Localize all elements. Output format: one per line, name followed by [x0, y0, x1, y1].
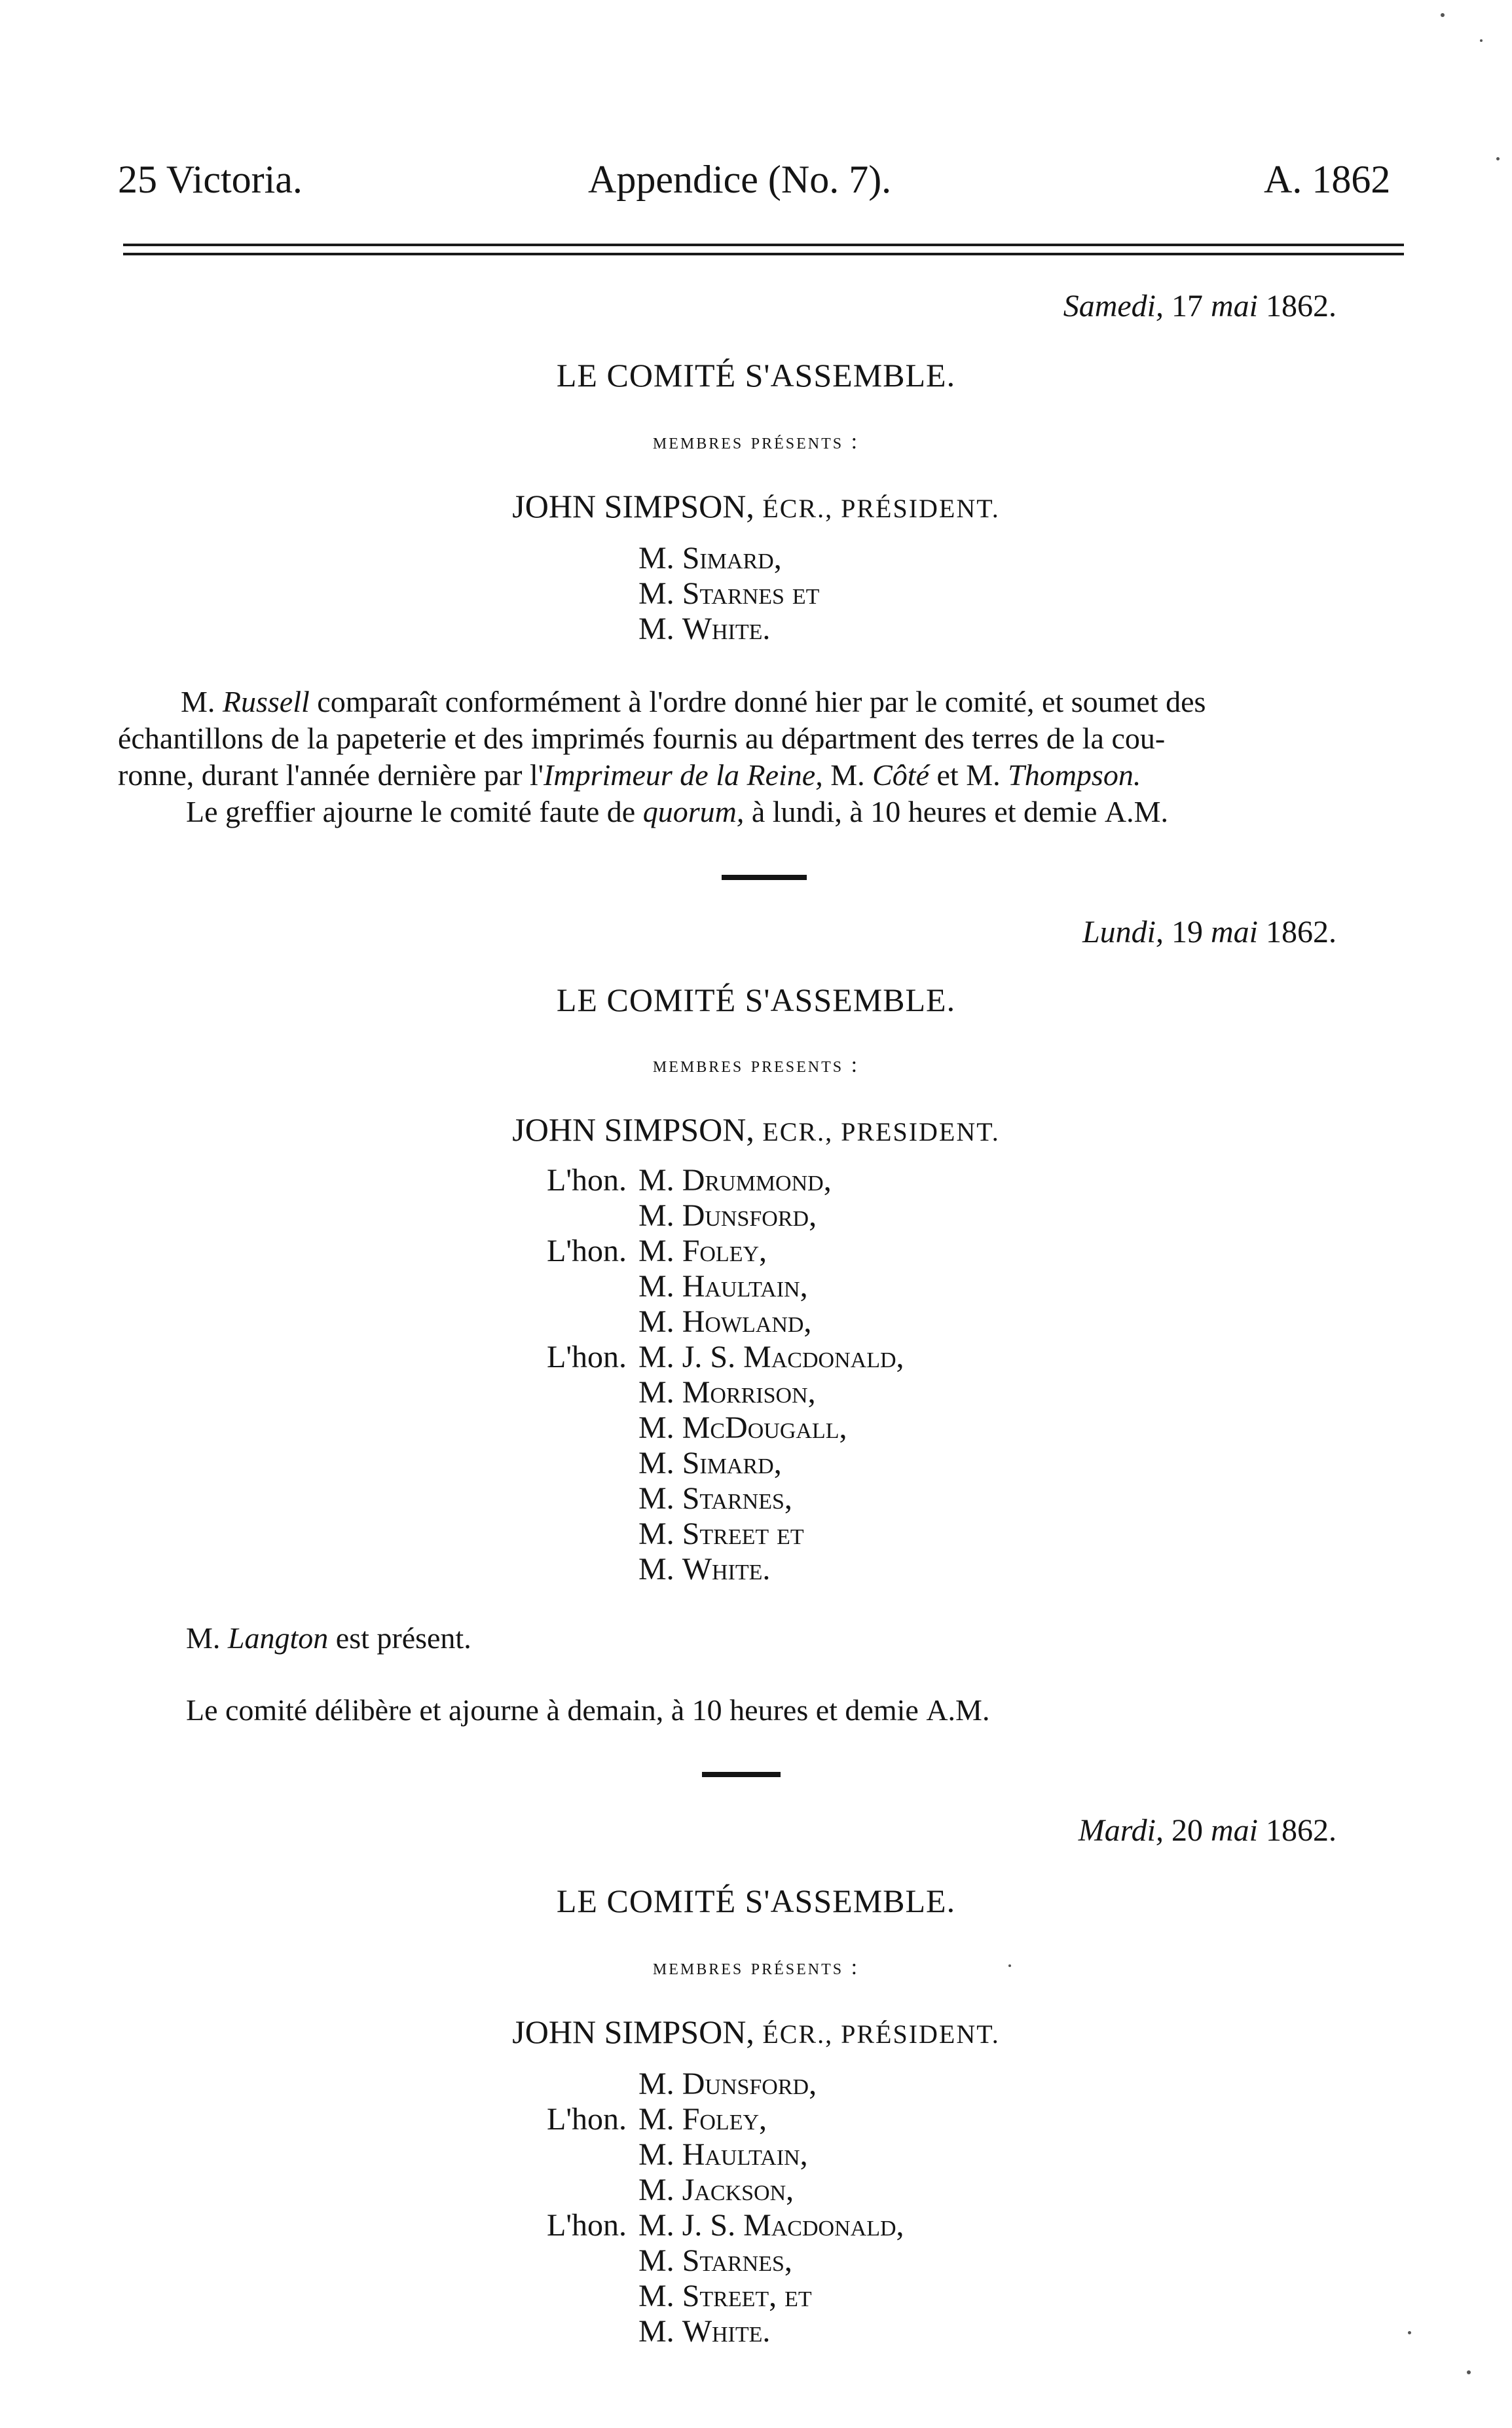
session-1-paragraph-1: [118, 684, 1407, 830]
member-row: M. White.: [638, 612, 771, 646]
member-row: L'hon. M. J. S. Macdonald,: [547, 1340, 904, 1374]
session-1-president: JOHN SIMPSON, ÉCR., PRÉSIDENT.: [512, 488, 1000, 524]
member-row: M. White.: [638, 2314, 771, 2349]
member-row: M. Dunsford,: [638, 2067, 817, 2101]
member-row: L'hon. M. Foley,: [547, 1234, 767, 1268]
scan-speck: [1008, 1964, 1011, 1967]
header-center: Appendice (No. 7).: [588, 158, 892, 201]
paragraph-line: Le greffier ajourne le comité faute de quorum, à lundi, à 10 heures et demie A.M.: [186, 795, 1169, 828]
session-3-president: JOHN SIMPSON, ÉCR., PRÉSIDENT.: [512, 2014, 1000, 2050]
session-1-assemble: LE COMITÉ S'ASSEMBLE.: [556, 357, 956, 394]
session-1-member-list: [534, 541, 819, 647]
scan-speck: [1408, 2331, 1411, 2334]
session-2-president: JOHN SIMPSON, ECR., PRESIDENT.: [512, 1111, 1000, 1148]
session-1-date: Samedi, 17 mai 1862.: [1063, 289, 1337, 323]
member-row: M. Jackson,: [638, 2173, 794, 2207]
member-row: M. Street et: [638, 1517, 804, 1551]
member-row: L'hon. M. Foley,: [547, 2102, 767, 2137]
session-3-assemble: LE COMITÉ S'ASSEMBLE.: [556, 1883, 956, 1919]
member-row: M. Street, et: [638, 2279, 812, 2313]
session-2-members-heading: membres presents :: [652, 1053, 860, 1077]
session-2-paragraph-1: M. Langton est présent.: [186, 1621, 471, 1655]
paragraph-line: ronne, durant l'année dernière par l'Imprimeur de la Reine, M. Côté et M. Thompson.: [118, 758, 1141, 792]
session-3-date: Mardi, 20 mai 1862.: [1078, 1813, 1337, 1848]
header-rule-top: [123, 244, 1404, 246]
scan-speck: [1496, 157, 1500, 160]
member-row: L'hon. M. J. S. Macdonald,: [547, 2208, 904, 2243]
member-row: M. Dunsford,: [638, 1198, 817, 1233]
paragraph-line: M. Russell comparaît conformément à l'ordre donné hier par le comité, et soumet des: [181, 685, 1206, 718]
member-row: M. White.: [638, 1552, 771, 1587]
session-2-date: Lundi, 19 mai 1862.: [1082, 915, 1337, 949]
scan-speck: [1441, 13, 1445, 17]
scan-speck: [1480, 39, 1483, 42]
session-1-members-heading: membres présents :: [652, 430, 860, 454]
member-row: M. Haultain,: [638, 1269, 808, 1304]
member-row: M. Howland,: [638, 1304, 812, 1339]
member-row: M. Starnes et: [638, 576, 820, 611]
section-divider-2: [702, 1772, 781, 1777]
session-2-paragraph-2: Le comité délibère et ajourne à demain, à 10 heures et demie A.M.: [186, 1693, 990, 1727]
member-row: M. Haultain,: [638, 2137, 808, 2172]
session-3-member-list: [534, 2067, 904, 2349]
member-row: M. Starnes,: [638, 2243, 792, 2278]
header-rule-bottom: [123, 253, 1404, 255]
header-left: 25 Victoria.: [118, 158, 303, 201]
session-2-assemble: LE COMITÉ S'ASSEMBLE.: [556, 982, 956, 1018]
section-divider-1: [722, 875, 807, 880]
member-row: M. Simard,: [638, 541, 782, 576]
member-row: M. Simard,: [638, 1446, 782, 1481]
session-3-members-heading: membres présents :: [652, 1955, 860, 1979]
session-2-member-list: [534, 1163, 904, 1587]
member-row: M. Starnes,: [638, 1481, 792, 1516]
member-row: M. Morrison,: [638, 1375, 816, 1410]
header-right: A. 1862: [1264, 158, 1391, 201]
scan-speck: [1467, 2370, 1471, 2374]
member-row: M. McDougall,: [638, 1410, 847, 1445]
paragraph-line: échantillons de la papeterie et des imprimés fournis au départment des terres de la cou-: [118, 722, 1166, 755]
member-row: L'hon. M. Drummond,: [547, 1163, 832, 1198]
